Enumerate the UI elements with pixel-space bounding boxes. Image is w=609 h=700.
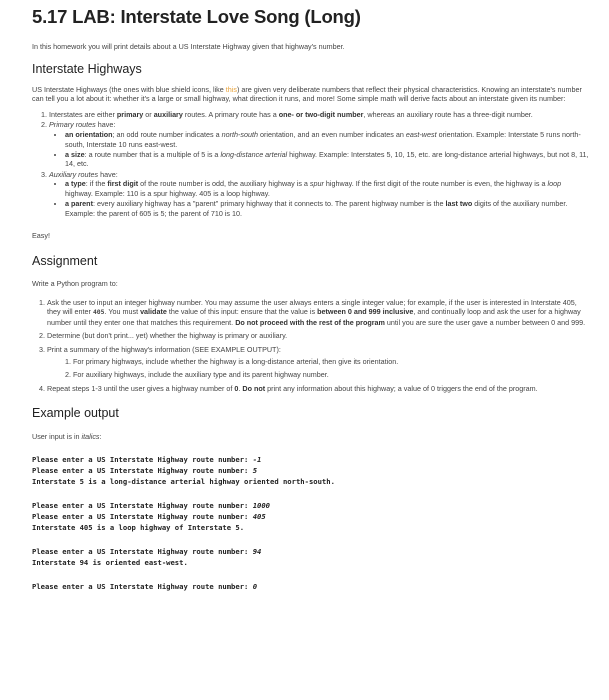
output-line: Interstate 405 is a loop highway of Interstate 5. xyxy=(32,522,245,532)
prompt-text: Please enter a US Interstate Highway route number: xyxy=(32,581,253,591)
italic-spur: spur xyxy=(309,179,324,189)
text: orientation, and an even number indicates an xyxy=(257,129,406,139)
heading-assignment: Assignment xyxy=(32,253,98,268)
write-program-text: Write a Python program to: xyxy=(32,278,118,288)
output-line xyxy=(32,546,589,557)
step-2: 2. Determine (but don't print... yet) whether the highway is primary or auxiliary. xyxy=(47,331,589,341)
fact-primary-routes xyxy=(49,120,589,168)
text: until you are sure the user gave a number between 0 and 999. xyxy=(384,317,586,327)
fact-auxiliary-routes xyxy=(49,170,589,218)
bold-parent: a parent xyxy=(65,199,93,209)
step-3-sublist xyxy=(47,357,589,379)
bold-auxiliary: auxiliary xyxy=(153,109,183,119)
italic-italics: italics xyxy=(81,432,100,442)
text: User input is in xyxy=(32,432,82,442)
user-input-note xyxy=(32,432,589,442)
text: : a route number that is a multiple of 5 is a xyxy=(84,149,221,159)
bold-one-or-two-digit: one- or two-digit number xyxy=(278,109,364,119)
step-3-sub-2: 2. For auxiliary highways, include the auxiliary type and its parent highway number. xyxy=(73,370,589,380)
bold-do-not: Do not xyxy=(242,383,266,393)
user-input: 0 xyxy=(252,581,258,591)
size-item xyxy=(65,150,589,169)
output-line: Interstate 94 is oriented east-west. xyxy=(32,557,188,567)
text: routes. A primary route has a xyxy=(182,109,279,119)
user-input: 94 xyxy=(252,546,262,556)
text: . You must xyxy=(104,307,141,317)
output-line xyxy=(32,581,589,592)
italic-north-south: north-south xyxy=(221,129,258,139)
text: the value of this input: ensure that the value is xyxy=(166,307,318,317)
auxiliary-routes-sublist xyxy=(49,179,589,218)
text: : every auxiliary highway has a "parent" primary highway that it connects to. The parent highway number is the xyxy=(92,199,446,209)
code-405: 405 xyxy=(92,308,105,317)
text: highway. If the first digit of the route number is even, the highway is a xyxy=(323,179,548,189)
intro-text: In this homework you will print details about a US Interstate Highway given that highway's number. xyxy=(32,42,345,51)
text: , whereas an auxiliary route has a three-digit number. xyxy=(363,109,533,119)
text: have: xyxy=(95,120,116,130)
page-title: 5.17 LAB: Interstate Love Song (Long) xyxy=(32,6,361,27)
italic-primary-routes: Primary routes xyxy=(49,120,96,130)
spacer xyxy=(32,533,589,546)
prompt-text: Please enter a US Interstate Highway route number: xyxy=(32,500,253,510)
desc-part: ) are given very deliberate numbers that reflect their physical characteristics. Knowing an interstate's number can tell you a lot about it: whether it's a large or small highway, what direction it runs, and more! Some simple math will derive facts about an interstate given its number: xyxy=(32,84,582,104)
step-4 xyxy=(47,384,589,394)
bold-do-not-proceed: Do not proceed with the rest of the program xyxy=(235,317,385,327)
text: : xyxy=(99,432,102,442)
text: of the route number is odd, the auxiliary highway is a xyxy=(138,179,310,189)
text: . xyxy=(238,383,243,393)
orientation-item xyxy=(65,130,589,149)
interstate-facts-list xyxy=(32,110,589,219)
bold-last-two: last two xyxy=(445,199,473,209)
spacer xyxy=(32,568,589,581)
step-3-sub-1: 1. For primary highways, include whether the highway is a long-distance arterial, then give its orientation. xyxy=(73,357,589,367)
spacer xyxy=(32,487,589,500)
output-line xyxy=(32,465,589,476)
italic-east-west: east-west xyxy=(405,129,437,139)
text: highway. Example: 110 is a spur highway. 405 is a loop highway. xyxy=(65,189,270,199)
desc-part: US Interstate Highways (the ones with blue shield icons, like xyxy=(32,84,226,94)
prompt-text: Please enter a US Interstate Highway route number: xyxy=(32,454,253,464)
output-line xyxy=(32,500,589,511)
bold-validate: validate xyxy=(140,307,167,317)
easy-text: Easy! xyxy=(32,231,50,241)
interstate-description xyxy=(32,85,589,104)
this-link[interactable]: this xyxy=(225,84,237,94)
prompt-text: Please enter a US Interstate Highway route number: xyxy=(32,511,253,521)
output-line: Interstate 5 is a long-distance arterial highway oriented north-south. xyxy=(32,476,335,486)
prompt-text: Please enter a US Interstate Highway route number: xyxy=(32,465,253,475)
text: Repeat steps 1-3 until the user gives a highway number of xyxy=(47,383,235,393)
text: highway. Example: Interstates 5, 10, 15, etc. are long-distance arterial highways, but not 8, 11, 14, etc. xyxy=(65,149,589,169)
user-input: 5 xyxy=(252,465,258,475)
text: digits of the auxiliary number. Example: the parent of 605 is 5; the parent of 710 is 10. xyxy=(65,199,568,218)
output-line xyxy=(32,454,589,465)
type-item xyxy=(65,179,589,198)
user-input: -1 xyxy=(252,454,262,464)
bold-primary: primary xyxy=(116,109,144,119)
heading-interstate-highways: Interstate Highways xyxy=(32,61,142,76)
text: Interstates are either xyxy=(49,109,117,119)
text: Ask the user to input an integer highway number. You may assume the user always enters a single integer value; for example, if the user is interested in Interstate 405, they will enter xyxy=(47,297,577,317)
text: : if the xyxy=(85,179,108,189)
italic-loop: loop xyxy=(547,179,562,189)
italic-long-distance: long-distance arterial xyxy=(220,149,288,159)
text: , and continually loop and ask the user for a highway number until they enter one that matches this requirement. xyxy=(47,307,581,327)
bold-size: a size xyxy=(65,149,85,159)
user-input: 1000 xyxy=(252,500,271,510)
italic-auxiliary-routes: Auxiliary routes xyxy=(49,169,99,179)
text: orientation. Example: Interstate 5 runs north-south, Interstate 10 runs east-west. xyxy=(65,129,581,149)
fact-primary-auxiliary xyxy=(49,110,589,120)
example-output-block xyxy=(32,454,589,592)
user-input: 405 xyxy=(252,511,266,521)
bold-first-digit: first digit xyxy=(107,179,139,189)
parent-item xyxy=(65,199,589,218)
bold-zero: 0 xyxy=(234,383,239,393)
text: or xyxy=(143,109,154,119)
step-1 xyxy=(47,298,589,328)
step-3 xyxy=(47,345,589,380)
bold-type: a type xyxy=(65,179,86,189)
text: Print a summary of the highway's information (SEE EXAMPLE OUTPUT): xyxy=(47,344,281,354)
primary-routes-sublist xyxy=(49,130,589,169)
bold-between: between 0 and 999 inclusive xyxy=(317,307,414,317)
prompt-text: Please enter a US Interstate Highway route number: xyxy=(32,546,253,556)
text: ; an odd route number indicates a xyxy=(112,129,222,139)
heading-example-output: Example output xyxy=(32,406,119,421)
text: have: xyxy=(98,169,118,179)
bold-orientation: an orientation xyxy=(65,129,113,139)
assignment-steps xyxy=(32,298,589,394)
text: print any information about this highway; a value of 0 triggers the end of the program. xyxy=(265,383,538,393)
output-line xyxy=(32,511,589,522)
